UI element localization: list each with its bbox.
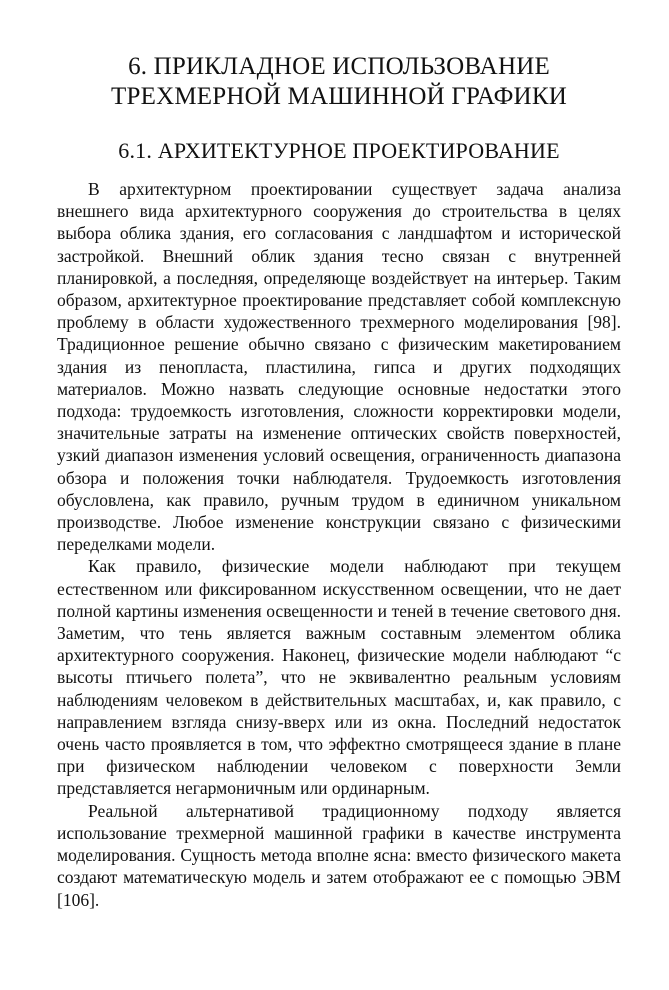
paragraph-1: В архитектурном проектировании существует задача анализа внешнего вида архитектурного сооружения до строительства в целях выбора облика здания, его согласования с ландшафтом и исторической застройкой. Внешний облик здания тесно связан с внутренней планировкой, а последняя, определяюще воздействует на интерьер. Таким образом, архитектурное проектирование представляет собой комплексную проблему в области художественного трехмерного моделирования [98]. Традиционное решение обычно связано с физическим макетированием здания из пенопласта, пластилина, гипса и других подходящих материалов. Можно назвать следующие основные недостатки этого подхода: трудоемкость изготовления, сложности корректировки модели, значительные затраты на изменение оптических свойств поверхностей, узкий диапазон изменения условий освещения, ограниченность диапазона обзора и положения точки наблюдателя. Трудоемкость изготовления обусловлена, как правило, ручным трудом в единичном уникальном производстве. Любое изменение конструкции связано с физическими переделками модели. — [57, 179, 621, 555]
paragraph-2: Как правило, физические модели наблюдают при текущем естественном или фиксированном искусственном освещении, что не дает полной картины изменения освещенности и теней в течение светового дня. Заметим, что тень является важным составным элементом облика архитектурного сооружения. Наконец, физические модели наблюдают “с высоты птичьего полета”, что не эквивалентно реальным условиям наблюдениям человеком в действительных масштабах, и, как правило, с направлением взгляда снизу-вверх или из окна. Последний недостаток очень часто проявляется в том, что эффектно смотрящееся здание в плане при физическом наблюдении человеком с поверхности Земли представляется негармоничным или ординарным. — [57, 556, 621, 799]
paragraph-3: Реальной альтернативой традиционному подходу является использование трехмерной машинной графики в качестве инструмента моделирования. Сущность метода вполне ясна: вместо физического макета создают математическую модель и затем отображают ее с помощью ЭВМ [106]. — [57, 800, 621, 910]
chapter-title-line-1: 6. ПРИКЛАДНОЕ ИСПОЛЬЗОВАНИЕ — [128, 53, 550, 80]
body-text — [57, 178, 621, 911]
chapter-title-line-2: ТРЕХМЕРНОЙ МАШИННОЙ ГРАФИКИ — [111, 83, 567, 110]
chapter-title — [57, 52, 621, 112]
section-title: 6.1. АРХИТЕКТУРНОЕ ПРОЕКТИРОВАНИЕ — [118, 138, 560, 163]
